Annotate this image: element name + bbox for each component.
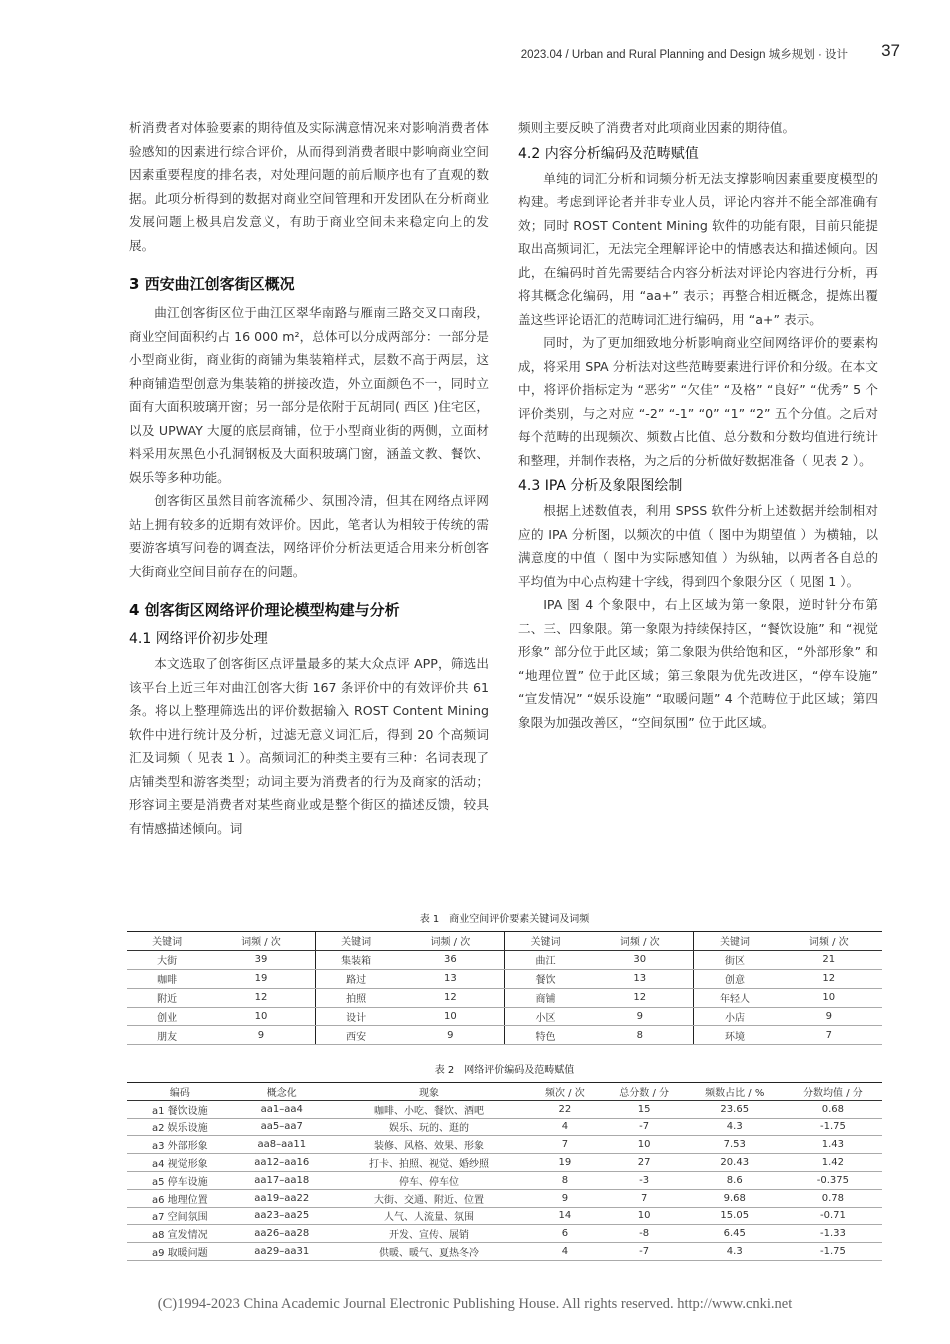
table-cell: 6.45	[686, 1225, 784, 1243]
table-row	[127, 1007, 882, 1026]
table-row	[127, 1171, 882, 1189]
table-cell: 9	[527, 1189, 603, 1207]
table-cell: 7	[776, 1026, 882, 1045]
col-header: 现象	[331, 1083, 527, 1101]
col-header: 编码	[127, 1083, 233, 1101]
table-cell: 停车、停车位	[331, 1171, 527, 1189]
table-cell: 10	[207, 1007, 315, 1026]
table-cell: 餐饮	[504, 969, 586, 988]
table-cell: 设计	[315, 1007, 397, 1026]
table-cell: -1.75	[784, 1118, 882, 1136]
table-cell: 12	[207, 988, 315, 1007]
table-cell: 小区	[504, 1007, 586, 1026]
table-row	[127, 1243, 882, 1261]
paragraph: 频则主要反映了消费者对此项商业因素的期待值。	[518, 120, 796, 135]
table-cell: aa23–aa25	[233, 1207, 331, 1225]
table-cell: a7 空间氛围	[127, 1207, 233, 1225]
table-cell: 8.6	[686, 1171, 784, 1189]
table-cell: 21	[776, 950, 882, 969]
table-header-row	[127, 932, 882, 951]
journal-title: 2023.04 / Urban and Rural Planning and Design 城乡规划 · 设计	[520, 49, 848, 61]
table-row	[127, 1225, 882, 1243]
table-cell: a4 视觉形象	[127, 1154, 233, 1172]
table-row	[127, 1154, 882, 1172]
table-cell: 大街	[127, 950, 207, 969]
table-cell: 咖啡	[127, 969, 207, 988]
table-cell: 1.43	[784, 1136, 882, 1154]
table-cell: 36	[397, 950, 505, 969]
col-header: 关键词	[694, 932, 776, 951]
table-cell: 27	[603, 1154, 686, 1172]
paragraph: 曲江创客街区位于曲江区翠华南路与雁南三路交叉口南段，商业空间面积约占 16 000 m²，总体可以分成两部分：一部分是小型商业街，商业街的商铺为集装箱样式，层数不高于两层，这种商铺造型创意为集装箱的拼接改造，外立面颜色不一，同时立面有大面积玻璃开窗；另一部分是依附于瓦胡同( 西区 )住宅区，以及 UPWAY 大厦的底层商铺，位于小型商业街的两侧，立面材料采用灰黑色小孔洞钢板及大面积玻璃门窗，涵盖文教、餐饮、娱乐等多种功能。	[129, 305, 489, 485]
paragraph: 析消费者对体验要素的期待值及实际满意情况来对影响消费者体验感知的因素进行综合评价，从而得到消费者眼中影响商业空间因素重要程度的排名表，对处理问题的前后顺序也有了直观的数据。此项分析得到的数据对商业空间管理和开发团队在分析商业发展问题上极具启发意义，有助于商业空间未来稳定向上的发展。	[129, 120, 489, 253]
col-header: 频次 / 次	[527, 1083, 603, 1101]
table-cell: 环境	[694, 1026, 776, 1045]
table-row	[127, 950, 882, 969]
table-cell: 大街、交通、附近、位置	[331, 1189, 527, 1207]
table-cell: 4	[527, 1243, 603, 1261]
table-row	[127, 1207, 882, 1225]
table-cell: a5 停车设施	[127, 1171, 233, 1189]
table-cell: -8	[603, 1225, 686, 1243]
keyword-frequency-table	[127, 931, 882, 1045]
table-cell: 23.65	[686, 1100, 784, 1118]
coding-category-table	[127, 1082, 882, 1261]
table-cell: 15.05	[686, 1207, 784, 1225]
table-cell: 小店	[694, 1007, 776, 1026]
table-cell: 15	[603, 1100, 686, 1118]
paragraph: 单纯的词汇分析和词频分析无法支撑影响因素重要度模型的构建。考虑到评论者并非专业人员，评论内容并不能全部准确有效；同时 ROST Content Mining 软件的功能有限，目前只能提取出高频词汇，无法完全理解评论中的情感表达和描述倾向。因此，在编码时首先需要结合内容分析法对评论内容进行分析，再将其概念化编码，用 “aa+” 表示；再整合相近概念，提炼出覆盖这些评论语汇的范畴词汇进行编码，用 “a+” 表示。	[518, 170, 878, 327]
table-cell: -1.33	[784, 1225, 882, 1243]
table-cell: 9	[207, 1026, 315, 1045]
table2-caption: 表 2 网络评价编码及范畴赋值	[434, 1065, 575, 1076]
table-cell: 7.53	[686, 1136, 784, 1154]
table-cell: 拍照	[315, 988, 397, 1007]
table-cell: 20.43	[686, 1154, 784, 1172]
table-cell: 4.3	[686, 1118, 784, 1136]
table-cell: aa8–aa11	[233, 1136, 331, 1154]
table-row	[127, 1026, 882, 1045]
col-header: 关键词	[504, 932, 586, 951]
table-row	[127, 1118, 882, 1136]
paragraph: 同时，为了更加细致地分析影响商业空间网络评价的要素构成，将采用 SPA 分析法对这些范畴要素进行评价和分级。在本文中，将评价指标定为 “恶劣” “欠佳” “及格” “良好” “优秀” 5 个评价类别，与之对应 “-2” “-1” “0” “1” “2” 五个分值。之后对每个范畴的出现频次、频数占比值、总分数和分数均值进行统计和整理，并制作表格，为之后的分析做好数据准备（ 见表 2 ）。	[518, 335, 878, 468]
table-cell: 19	[207, 969, 315, 988]
table-cell: 12	[397, 988, 505, 1007]
col-header: 词频 / 次	[207, 932, 315, 951]
table-cell: a9 取暖问题	[127, 1243, 233, 1261]
table-cell: 10	[603, 1207, 686, 1225]
table-cell: 开发、宣传、展销	[331, 1225, 527, 1243]
paragraph: IPA 图 4 个象限中，右上区域为第一象限，逆时针分布第二、三、四象限。第一象限为持续保持区，“餐饮设施” 和 “视觉形象” 部分位于此区域；第二象限为供给饱和区，“外部形象” 和 “地理位置” 位于此区域；第三象限为优先改进区，“停车设施” “宣发情况” “娱乐设施” “取暖问题” 4 个范畴位于此区域；第四象限为加强改善区，“空间氛围” 位于此区域。	[518, 597, 878, 730]
table-row	[127, 1189, 882, 1207]
table-cell: 朋友	[127, 1026, 207, 1045]
col-header: 关键词	[315, 932, 397, 951]
table-cell: -0.71	[784, 1207, 882, 1225]
table-cell: 创意	[694, 969, 776, 988]
table-cell: 7	[527, 1136, 603, 1154]
table-cell: 9	[586, 1007, 694, 1026]
copyright-footer: (C)1994-2023 China Academic Journal Electronic Publishing House. All rights reserved. http://www.cnki.net	[157, 1296, 793, 1312]
table-cell: 街区	[694, 950, 776, 969]
table-cell: aa29–aa31	[233, 1243, 331, 1261]
table-cell: 14	[527, 1207, 603, 1225]
subsection-heading-4-1: 4.1 网络评价初步处理	[129, 631, 268, 647]
table-cell: 12	[586, 988, 694, 1007]
table-row	[127, 1136, 882, 1154]
table-cell: 装修、风格、效果、形象	[331, 1136, 527, 1154]
col-header: 总分数 / 分	[603, 1083, 686, 1101]
right-column	[518, 116, 878, 734]
table-header-row	[127, 1083, 882, 1101]
table-cell: 10	[603, 1136, 686, 1154]
table-cell: 4	[527, 1118, 603, 1136]
table-cell: 集装箱	[315, 950, 397, 969]
col-header: 分数均值 / 分	[784, 1083, 882, 1101]
table-cell: 人气、人流量、氛围	[331, 1207, 527, 1225]
table-cell: a2 娱乐设施	[127, 1118, 233, 1136]
table-cell: 供暖、暖气、夏热冬冷	[331, 1243, 527, 1261]
table-cell: 娱乐、玩的、逛的	[331, 1118, 527, 1136]
table-cell: 10	[397, 1007, 505, 1026]
col-header: 词频 / 次	[586, 932, 694, 951]
table-cell: 9	[776, 1007, 882, 1026]
table-cell: 8	[527, 1171, 603, 1189]
table-cell: aa5–aa7	[233, 1118, 331, 1136]
table-cell: 13	[397, 969, 505, 988]
table-cell: 8	[586, 1026, 694, 1045]
running-header	[460, 41, 900, 64]
paragraph: 创客街区虽然目前客流稀少、氛围冷清，但其在网络点评网站上拥有较多的近期有效评价。因此，笔者认为相较于传统的需要游客填写问卷的调查法，网络评价分析法更适合用来分析创客大街商业空间目前存在的问题。	[129, 493, 489, 579]
table-cell: 9	[397, 1026, 505, 1045]
table-cell: 4.3	[686, 1243, 784, 1261]
section-heading-3: 3 西安曲江创客街区概况	[129, 275, 295, 293]
col-header: 关键词	[127, 932, 207, 951]
table-cell: aa19–aa22	[233, 1189, 331, 1207]
table-cell: 1.42	[784, 1154, 882, 1172]
table-cell: 19	[527, 1154, 603, 1172]
table-cell: 30	[586, 950, 694, 969]
table-cell: 曲江	[504, 950, 586, 969]
table-row	[127, 988, 882, 1007]
table-cell: 年轻人	[694, 988, 776, 1007]
table-cell: 13	[586, 969, 694, 988]
subsection-heading-4-3: 4.3 IPA 分析及象限图绘制	[518, 478, 683, 494]
table-cell: 打卡、拍照、视觉、婚纱照	[331, 1154, 527, 1172]
table-cell: 附近	[127, 988, 207, 1007]
left-column	[129, 116, 489, 840]
table-cell: 9.68	[686, 1189, 784, 1207]
paragraph: 本文选取了创客街区点评量最多的某大众点评 APP，筛选出该平台上近三年对曲江创客大街 167 条评价中的有效评价共 61 条。将以上整理筛选出的评价数据输入 ROST Content Mining 软件中进行统计及分析，过滤无意义词汇后，得到 20 个高频词汇及词频（ 见表 1 ）。高频词汇的种类主要有三种：名词表现了店铺类型和游客类型；动词主要为消费者的行为及商家的活动；形容词主要是消费者对某些商业或是整个街区的描述反馈，较具有情感描述倾向。词	[129, 656, 489, 836]
table-row	[127, 969, 882, 988]
page-number: 37	[881, 41, 900, 60]
col-header: 概念化	[233, 1083, 331, 1101]
table-cell: 路过	[315, 969, 397, 988]
table-cell: a6 地理位置	[127, 1189, 233, 1207]
table-cell: 22	[527, 1100, 603, 1118]
subsection-heading-4-2: 4.2 内容分析编码及范畴赋值	[518, 145, 699, 162]
table1-caption: 表 1 商业空间评价要素关键词及词频	[419, 914, 590, 925]
table-cell: 商铺	[504, 988, 586, 1007]
table-cell: 0.68	[784, 1100, 882, 1118]
table-cell: aa12–aa16	[233, 1154, 331, 1172]
table-cell: aa1–aa4	[233, 1100, 331, 1118]
table-cell: a1 餐饮设施	[127, 1100, 233, 1118]
table-cell: 创业	[127, 1007, 207, 1026]
table-cell: 特色	[504, 1026, 586, 1045]
section-heading-4: 4 创客街区网络评价理论模型构建与分析	[129, 601, 400, 619]
table-cell: 6	[527, 1225, 603, 1243]
table-cell: aa26–aa28	[233, 1225, 331, 1243]
table-cell: -1.75	[784, 1243, 882, 1261]
table-cell: 39	[207, 950, 315, 969]
col-header: 词频 / 次	[776, 932, 882, 951]
table-cell: 10	[776, 988, 882, 1007]
table-cell: a8 宣发情况	[127, 1225, 233, 1243]
col-header: 频数占比 / %	[686, 1083, 784, 1101]
table-cell: 西安	[315, 1026, 397, 1045]
table-cell: aa17–aa18	[233, 1171, 331, 1189]
paragraph: 根据上述数值表，利用 SPSS 软件分析上述数据并绘制相对应的 IPA 分析图，以频次的中值（ 图中为期望值 ）为横轴，以满意度的中值（ 图中为实际感知值 ）为纵轴，以两者各自总的平均值为中心点构建十字线，得到四个象限分区（ 见图 1 ）。	[518, 503, 878, 589]
table-cell: a3 外部形象	[127, 1136, 233, 1154]
table-cell: -7	[603, 1243, 686, 1261]
table-cell: 咖啡、小吃、餐饮、酒吧	[331, 1100, 527, 1118]
table-cell: -3	[603, 1171, 686, 1189]
table-cell: 7	[603, 1189, 686, 1207]
table-row	[127, 1100, 882, 1118]
table-cell: -7	[603, 1118, 686, 1136]
table-cell: -0.375	[784, 1171, 882, 1189]
col-header: 词频 / 次	[397, 932, 505, 951]
table-cell: 0.78	[784, 1189, 882, 1207]
table-cell: 12	[776, 969, 882, 988]
